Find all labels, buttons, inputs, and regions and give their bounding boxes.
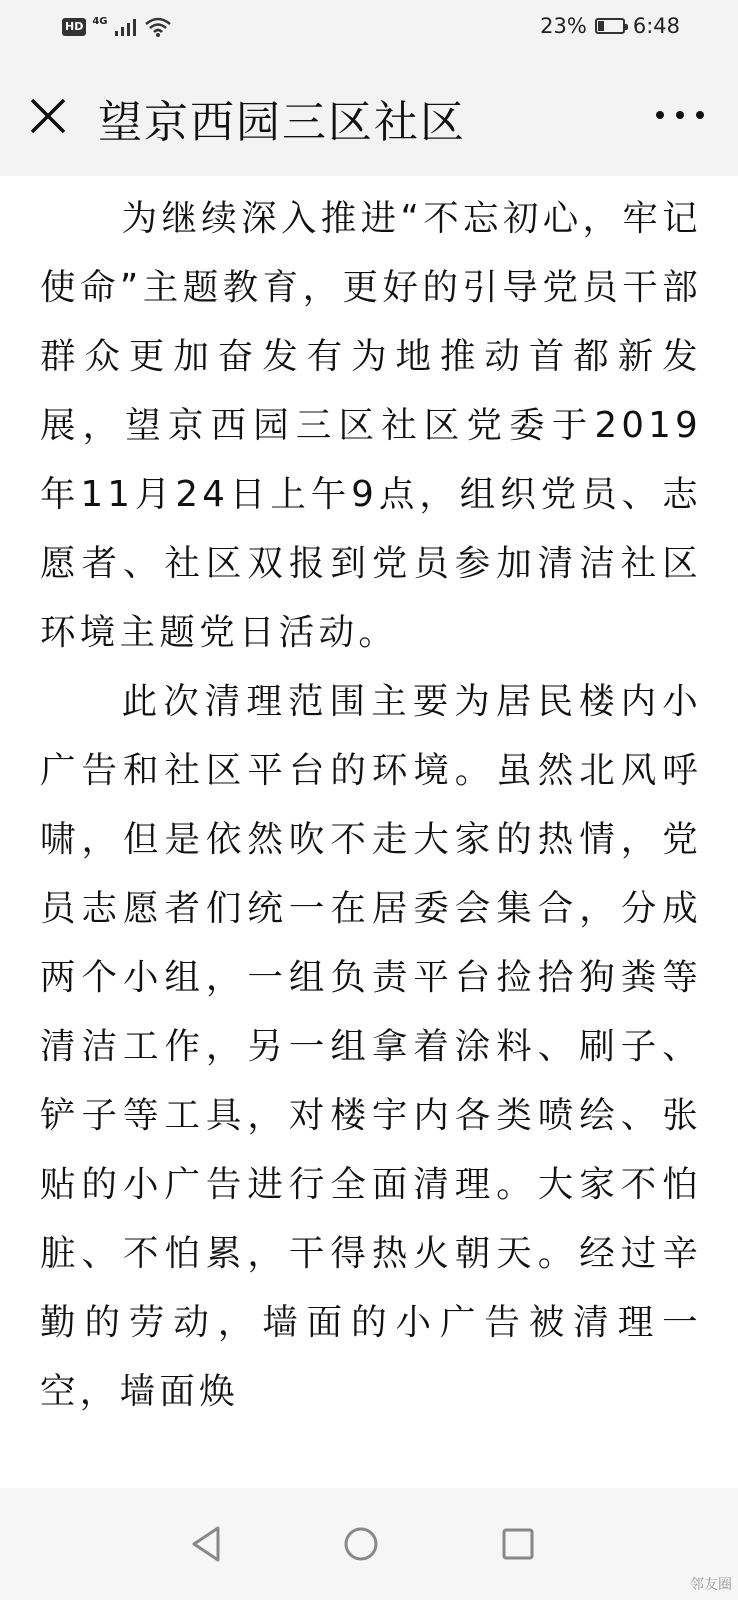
recent-apps-button[interactable]: [490, 1516, 546, 1572]
hd-badge: HD: [62, 18, 86, 36]
status-right: [540, 14, 680, 38]
article-paragraph: 为继续深入推进“不忘初心，牢记使命”主题教育，更好的引导党员干部群众更加奋发有为地推动首都新发展，望京西园三区社区党委于2019年11月24日上午9点，组织党员、志愿者、社区双报到党员参加清洁社区环境主题党日活动。: [40, 198, 702, 653]
battery-level: [598, 21, 604, 31]
home-circle-icon: [333, 1516, 389, 1572]
close-button[interactable]: [28, 96, 68, 136]
home-button[interactable]: [333, 1516, 389, 1572]
back-triangle-icon: [178, 1516, 234, 1572]
network-type: 4G: [92, 15, 108, 27]
recent-square-icon: [490, 1516, 546, 1572]
wifi-icon: [144, 16, 172, 38]
status-bar: [0, 0, 738, 56]
watermark: 邻友圈: [690, 1577, 732, 1593]
signal-group: [62, 16, 172, 38]
battery-icon: [595, 18, 625, 34]
clock: 6:48: [632, 14, 680, 38]
navigation-bar: [0, 1488, 738, 1600]
more-button[interactable]: [652, 100, 708, 130]
app-header: [0, 56, 738, 176]
article-paragraph: 此次清理范围主要为居民楼内小广告和社区平台的环境。虽然北风呼啸，但是依然吹不走大家的热情，党员志愿者们统一在居委会集合，分成两个小组，一组负责平台捡拾狗粪等清洁工作，另一组拿着涂料、刷子、铲子等工具，对楼宇内各类喷绘、张贴的小广告进行全面清理。大家不怕脏、不怕累，干得热火朝天。经过辛勤的劳动，墙面的小广告被清理一空，墙面焕: [40, 681, 702, 1412]
close-icon: [28, 96, 68, 136]
article-body: [40, 176, 702, 1488]
page-title: 望京西园三区社区: [98, 97, 466, 148]
back-button[interactable]: [178, 1516, 234, 1572]
signal-icon: [114, 17, 138, 37]
more-dots-icon: [652, 100, 708, 130]
battery-percent: 23%: [540, 14, 587, 38]
